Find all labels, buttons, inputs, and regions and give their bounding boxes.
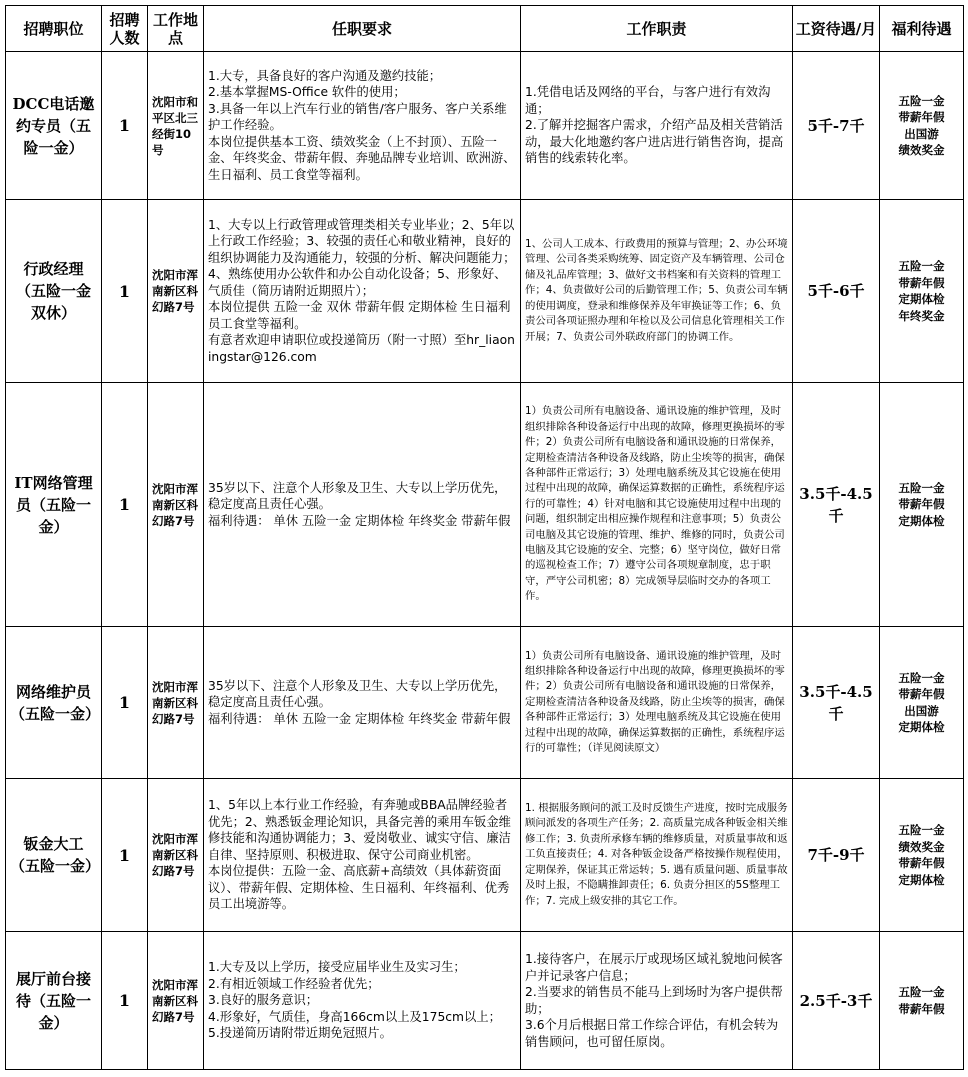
duties-cell: 1.凭借电话及网络的平台，与客户进行有效沟通； 2.了解并挖掘客户需求，介绍产品及相关营销活动，最大化地邀约客户进店进行销售咨询，提高销售的线索转化率。 <box>521 52 793 200</box>
location-cell: 沈阳市浑南新区科幻路7号 <box>148 627 204 779</box>
header-position: 招聘职位 <box>6 6 102 52</box>
requirements-cell: 35岁以下、注意个人形象及卫生、大专以上学历优先，稳定度高且责任心强。 福利待遇： 单休 五险一金 定期体检 年终奖金 带薪年假 <box>204 383 521 627</box>
requirements-cell: 35岁以下、注意个人形象及卫生、大专以上学历优先，稳定度高且责任心强。 福利待遇： 单休 五险一金 定期体检 年终奖金 带薪年假 <box>204 627 521 779</box>
location-cell: 沈阳市浑南新区科幻路7号 <box>148 200 204 383</box>
count-cell: 1 <box>102 52 148 200</box>
position-cell: 钣金大工（五险一金） <box>6 779 102 932</box>
benefits-cell: 五险一金 绩效奖金 带薪年假 定期体检 <box>880 779 964 932</box>
salary-cell: 3.5千-4.5千 <box>793 627 880 779</box>
benefits-cell: 五险一金 带薪年假 定期体检 年终奖金 <box>880 200 964 383</box>
recruitment-document <box>5 5 963 1070</box>
requirements-cell: 1.大专，具备良好的客户沟通及邀约技能； 2.基本掌握MS-Office 软件的使用； 3.具备一年以上汽车行业的销售/客户服务、客户关系维护工作经验。 本岗位提供基本工资、绩效奖金（上不封顶）、五险一金、年终奖金、带薪年假、奔驰品牌专业培训、欧洲游、生日福利、员工食堂等福利。 <box>204 52 521 200</box>
benefits-cell: 五险一金 带薪年假 <box>880 932 964 1070</box>
duties-cell: 1）负责公司所有电脑设备、通讯设施的维护管理，及时组织排除各种设备运行中出现的故障，修理更换损坏的零件；2）负责公司所有电脑设备和通讯设施的日常保养，定期检查清洁各种设备及线路，防止尘埃等的损害，确保各种部件正常运行；3）处理电脑系统及其它设施在使用过程中出现的故障，确保运算数据的正确性，系统程序运行的可靠性；（详见阅读原文） <box>521 627 793 779</box>
position-cell: 网络维护员（五险一金） <box>6 627 102 779</box>
recruitment-table <box>5 5 964 1070</box>
header-requirements: 任职要求 <box>204 6 521 52</box>
duties-cell: 1. 根据服务顾问的派工及时反馈生产进度，按时完成服务顾问派发的各项生产任务；2. 高质量完成各种钣金相关维修工作；3. 负责所承修车辆的维修质量，对质量事故和返工负直接责任；4. 对各种钣金设备严格按操作规程使用，定期保养，保证其正常运转；5. 遇有质量问题、质量事故及时上报，不隐瞒推卸责任；6. 负责分担区的5S整理工作；7. 完成上级安排的其它工作。 <box>521 779 793 932</box>
count-cell: 1 <box>102 383 148 627</box>
requirements-cell: 1、大专以上行政管理或管理类相关专业毕业；2、5年以上行政工作经验；3、较强的责任心和敬业精神，良好的组织协调能力及沟通能力，较强的分析、解决问题能力；4、熟练使用办公软件和办公自动化设备；5、形象好、气质佳（简历请附近期照片）； 本岗位提供 五险一金 双休 带薪年假 定期体检 生日福利 员工食堂等福利。 有意者欢迎申请职位或投递简历（附一寸照）至hr_liaoningstar@126.com <box>204 200 521 383</box>
position-cell: 展厅前台接待（五险一金） <box>6 932 102 1070</box>
table-row <box>6 932 964 1070</box>
duties-cell: 1、公司人工成本、行政费用的预算与管理；2、办公环境管理、公司各类采购统筹、固定资产及车辆管理、公司仓储及礼品库管理；3、做好文书档案和有关资料的管理工作；4、负责做好公司的后勤管理工作；5、负责公司车辆的使用调度，登录和维修保养及年审换证等工作；6、负责公司各项证照办理和年检以及公司信息化管理相关工作开展；7、负责公司外联政府部门的协调工作。 <box>521 200 793 383</box>
header-location: 工作地点 <box>148 6 204 52</box>
salary-cell: 5千-7千 <box>793 52 880 200</box>
location-cell: 沈阳市和平区北三经街10号 <box>148 52 204 200</box>
header-salary: 工资待遇/月 <box>793 6 880 52</box>
duties-cell: 1.接待客户，在展示厅或现场区域礼貌地问候客户并记录客户信息； 2.当要求的销售员不能马上到场时为客户提供帮助； 3.6个月后根据日常工作综合评估，有机会转为销售顾问，也可留任原岗。 <box>521 932 793 1070</box>
table-row <box>6 52 964 200</box>
requirements-cell: 1.大专及以上学历，接受应届毕业生及实习生； 2.有相近领域工作经验者优先； 3.良好的服务意识； 4.形象好，气质佳，身高166cm以上及175cm以上； 5.投递简历请附带近期免冠照片。 <box>204 932 521 1070</box>
location-cell: 沈阳市浑南新区科幻路7号 <box>148 932 204 1070</box>
header-count: 招聘人数 <box>102 6 148 52</box>
location-cell: 沈阳市浑南新区科幻路7号 <box>148 779 204 932</box>
count-cell: 1 <box>102 200 148 383</box>
requirements-cell: 1、5年以上本行业工作经验，有奔驰或BBA品牌经验者优先；2、熟悉钣金理论知识，具备完善的乘用车钣金维修技能和沟通协调能力；3、爱岗敬业、诚实守信、廉洁自律、坚持原则、积极进取、保守公司商业机密。 本岗位提供：五险一金、高底薪+高绩效（具体薪资面议）、带薪年假、定期体检、生日福利、年终福利、优秀员工出境游等。 <box>204 779 521 932</box>
count-cell: 1 <box>102 932 148 1070</box>
benefits-cell: 五险一金 带薪年假 定期体检 <box>880 383 964 627</box>
table-row <box>6 627 964 779</box>
position-cell: 行政经理（五险一金双休） <box>6 200 102 383</box>
benefits-cell: 五险一金 带薪年假 出国游 定期体检 <box>880 627 964 779</box>
salary-cell: 3.5千-4.5千 <box>793 383 880 627</box>
salary-cell: 7千-9千 <box>793 779 880 932</box>
location-cell: 沈阳市浑南新区科幻路7号 <box>148 383 204 627</box>
table-row <box>6 383 964 627</box>
count-cell: 1 <box>102 779 148 932</box>
table-header-row <box>6 6 964 52</box>
table-row <box>6 200 964 383</box>
duties-cell: 1）负责公司所有电脑设备、通讯设施的维护管理，及时组织排除各种设备运行中出现的故障，修理更换损坏的零件；2）负责公司所有电脑设备和通讯设施的日常保养，定期检查清洁各种设备及线路，防止尘埃等的损害，确保各种部件正常运行；3）处理电脑系统及其它设施在使用过程中出现的故障，确保运算数据的正确性，系统程序运行的可靠性；4）针对电脑和其它设施使用过程中出现的问题，组织制定出相应操作规程和注意事项；5）负责公司电脑及其它设施的管理、维护、维修的同时，负责公司电脑及其它设施的安全、完整；6）坚守岗位，做好日常的巡视检查工作；7）遵守公司各项规章制度，忠于职守，严守公司机密；8）完成领导层临时交办的各项工作。 <box>521 383 793 627</box>
table-row <box>6 779 964 932</box>
header-duties: 工作职责 <box>521 6 793 52</box>
salary-cell: 2.5千-3千 <box>793 932 880 1070</box>
position-cell: DCC电话邀约专员（五险一金） <box>6 52 102 200</box>
salary-cell: 5千-6千 <box>793 200 880 383</box>
header-benefits: 福利待遇 <box>880 6 964 52</box>
position-cell: IT网络管理员（五险一金） <box>6 383 102 627</box>
count-cell: 1 <box>102 627 148 779</box>
benefits-cell: 五险一金 带薪年假 出国游 绩效奖金 <box>880 52 964 200</box>
